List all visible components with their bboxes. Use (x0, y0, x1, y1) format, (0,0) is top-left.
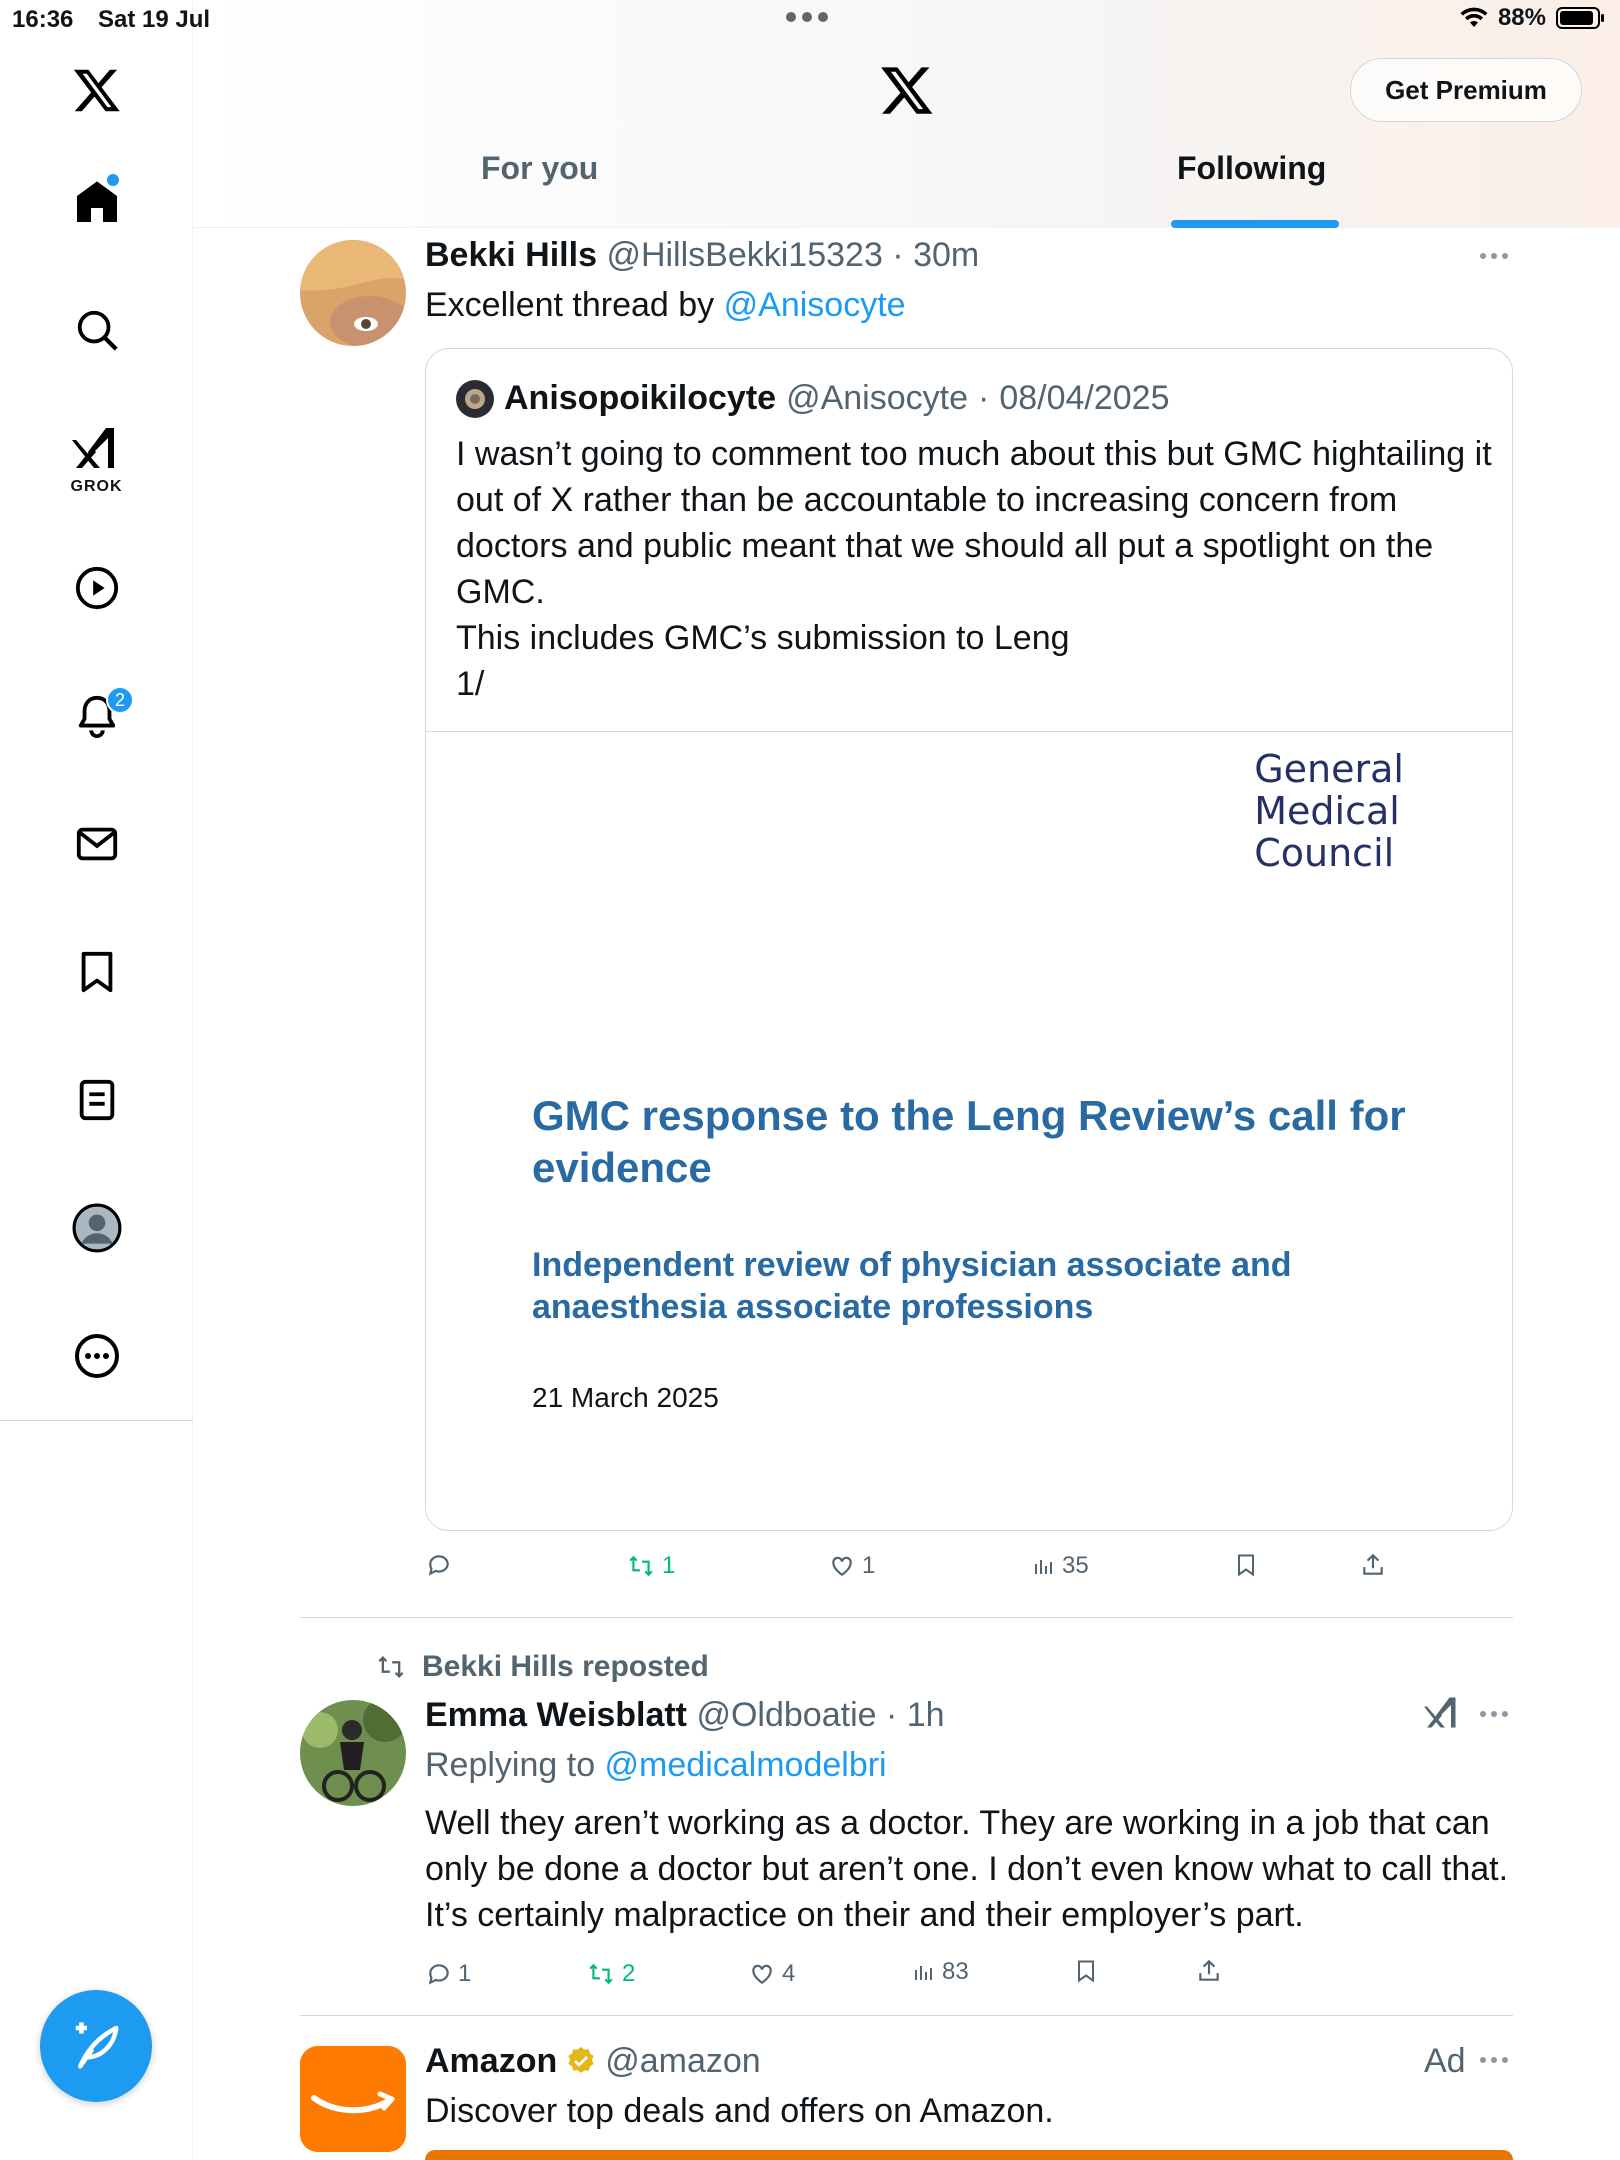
document-date: 21 March 2025 (532, 1382, 719, 1413)
user-photo-icon (300, 1700, 406, 1806)
repost-icon (374, 1653, 408, 1681)
repost-count: 2 (622, 1960, 636, 1987)
sidebar-item-bookmarks[interactable] (0, 932, 193, 1012)
repost-button[interactable] (626, 1552, 675, 1580)
document-subtitle: Independent review of physician associate and anaesthesia associate professions (532, 1246, 1292, 1326)
x-logo-icon (879, 62, 935, 118)
post-more-icon[interactable] (1480, 2057, 1508, 2063)
home-unread-dot (107, 174, 119, 186)
user-photo-icon (300, 240, 406, 346)
amazon-logo[interactable] (300, 2046, 406, 2152)
replying-to-link[interactable]: @medicalmodelbri (604, 1746, 887, 1784)
bookmark-button[interactable] (1234, 1552, 1258, 1578)
author-name[interactable]: Bekki Hills (425, 236, 597, 274)
author-handle[interactable]: @HillsBekki15323 (606, 236, 883, 274)
tab-following[interactable]: Following (1177, 150, 1327, 186)
bookmark-icon (74, 949, 120, 995)
ad-media-preview[interactable] (425, 2150, 1513, 2160)
list-icon (74, 1077, 120, 1123)
post-text: Well they aren’t working as a doctor. They are working in a job that can only be done a doctor but aren’t one. I don’t even know what to call that. It’s certainly malpractice on their and their employer’s part. (425, 1804, 1509, 1934)
battery-icon (1556, 6, 1606, 30)
repost-icon (626, 1553, 656, 1579)
post-header: Bekki Hills @HillsBekki15323 · 30m (425, 236, 980, 274)
repost-context (374, 1650, 709, 1684)
notification-count-badge: 2 (106, 686, 134, 714)
replying-to: Replying to @medicalmodelbri (425, 1746, 887, 1784)
sidebar (0, 0, 193, 2160)
view-count: 35 (1062, 1552, 1089, 1579)
quote-author-name[interactable]: Anisopoikilocyte (504, 379, 777, 417)
mail-icon (74, 821, 120, 867)
repost-button[interactable] (586, 1960, 635, 1988)
heart-icon (828, 1553, 856, 1579)
post-divider (300, 1617, 1513, 1618)
like-button[interactable] (748, 1960, 795, 1988)
document-title: GMC response to the Leng Review’s call for evidence (532, 1092, 1406, 1191)
views-chart-icon (912, 1960, 936, 1984)
sidebar-item-explore[interactable] (0, 290, 193, 370)
sidebar-divider (0, 1420, 193, 1421)
reply-count: 1 (458, 1960, 472, 1987)
sidebar-item-lists[interactable] (0, 1060, 193, 1140)
sidebar-item-profile[interactable] (0, 1188, 193, 1268)
quoted-post-header: Anisopoikilocyte @Anisocyte · 08/04/2025 (456, 379, 1169, 418)
compose-quill-icon (69, 2019, 123, 2073)
views-button[interactable] (912, 1958, 969, 1986)
heart-icon (748, 1961, 776, 1987)
sidebar-item-more[interactable] (0, 1316, 193, 1396)
multitask-dots-icon[interactable] (786, 12, 828, 22)
sidebar-item-grok[interactable] (0, 420, 193, 500)
repost-by-label[interactable]: Bekki Hills reposted (422, 1650, 709, 1683)
avatar[interactable] (300, 1700, 406, 1806)
more-circle-icon (73, 1332, 121, 1380)
play-icon (74, 565, 120, 611)
ad-label: Ad (1424, 2042, 1466, 2080)
compose-post-button[interactable] (40, 1990, 152, 2102)
sidebar-item-videos[interactable] (0, 548, 193, 628)
share-button[interactable] (1196, 1958, 1222, 1984)
status-date: Sat 19 Jul (98, 6, 211, 33)
author-name[interactable]: Amazon (425, 2042, 558, 2080)
bookmark-icon (1074, 1958, 1098, 1984)
quote-date[interactable]: 08/04/2025 (999, 379, 1170, 417)
status-bar (0, 0, 1620, 40)
view-count: 83 (942, 1958, 969, 1985)
quote-image-document[interactable] (426, 731, 1513, 1531)
grok-icon[interactable] (1424, 1696, 1460, 1732)
avatar-icon (72, 1203, 122, 1253)
post-text: Discover top deals and offers on Amazon. (425, 2092, 1054, 2130)
post-text-prefix: Excellent thread by (425, 286, 724, 324)
grok-icon (72, 428, 120, 472)
post-header: Emma Weisblatt @Oldboatie · 1h (425, 1696, 945, 1734)
views-button[interactable] (1032, 1552, 1089, 1580)
gmc-logo: General Medical Council (1254, 747, 1404, 875)
search-icon (74, 307, 120, 353)
post-time[interactable]: 1h (906, 1696, 945, 1734)
share-button[interactable] (1360, 1552, 1386, 1578)
reply-button[interactable] (426, 1960, 471, 1988)
author-name[interactable]: Emma Weisblatt (425, 1696, 688, 1734)
sidebar-item-notifications[interactable] (0, 676, 193, 756)
reply-button[interactable] (426, 1552, 458, 1578)
quoted-post[interactable] (425, 348, 1513, 1531)
quote-avatar[interactable] (456, 380, 494, 418)
post-time[interactable]: 30m (913, 236, 980, 274)
get-premium-button[interactable]: Get Premium (1350, 58, 1582, 122)
post-more-icon[interactable] (1480, 1711, 1508, 1717)
header-x-logo[interactable] (879, 62, 935, 123)
status-time: 16:36 (12, 6, 74, 33)
sidebar-x-logo[interactable] (0, 50, 193, 130)
post-header (425, 2038, 761, 2084)
tab-for-you[interactable]: For you (481, 150, 599, 186)
author-handle[interactable]: @Oldboatie (696, 1696, 877, 1734)
wifi-icon (1460, 7, 1488, 29)
battery-percent: 88% (1497, 4, 1546, 31)
reply-icon (426, 1552, 452, 1578)
author-handle[interactable]: @amazon (605, 2042, 761, 2080)
share-icon (1196, 1958, 1222, 1984)
verified-gold-badge-icon (565, 2045, 597, 2077)
amazon-smile-icon (300, 2046, 406, 2152)
like-count: 4 (782, 1960, 796, 1987)
like-count: 1 (862, 1552, 876, 1579)
reply-icon (426, 1961, 452, 1987)
bookmark-icon (1234, 1552, 1258, 1578)
share-icon (1360, 1552, 1386, 1578)
x-logo-icon (72, 65, 122, 115)
repost-icon (586, 1961, 616, 1987)
quote-author-handle[interactable]: @Anisocyte (786, 379, 968, 417)
views-chart-icon (1032, 1554, 1056, 1578)
post-divider (300, 2015, 1513, 2016)
active-tab-indicator (1171, 220, 1339, 228)
post-text (425, 282, 906, 328)
bookmark-button[interactable] (1074, 1958, 1098, 1984)
mention-link[interactable]: @Anisocyte (723, 286, 906, 324)
post-more-icon[interactable] (1480, 253, 1508, 259)
repost-count: 1 (662, 1552, 676, 1579)
quote-text: I wasn’t going to comment too much about this but GMC hightailing it out of X rather than be accountable to increasing concern from doctors and public meant that we should all put a spotlight on the GMC. This includes GMC’s submission to Leng 1/ (456, 435, 1492, 703)
like-button[interactable] (828, 1552, 875, 1580)
sidebar-item-messages[interactable] (0, 804, 193, 884)
avatar[interactable] (300, 240, 406, 346)
grok-label: GROK (70, 478, 123, 495)
sidebar-item-home[interactable] (0, 162, 193, 242)
